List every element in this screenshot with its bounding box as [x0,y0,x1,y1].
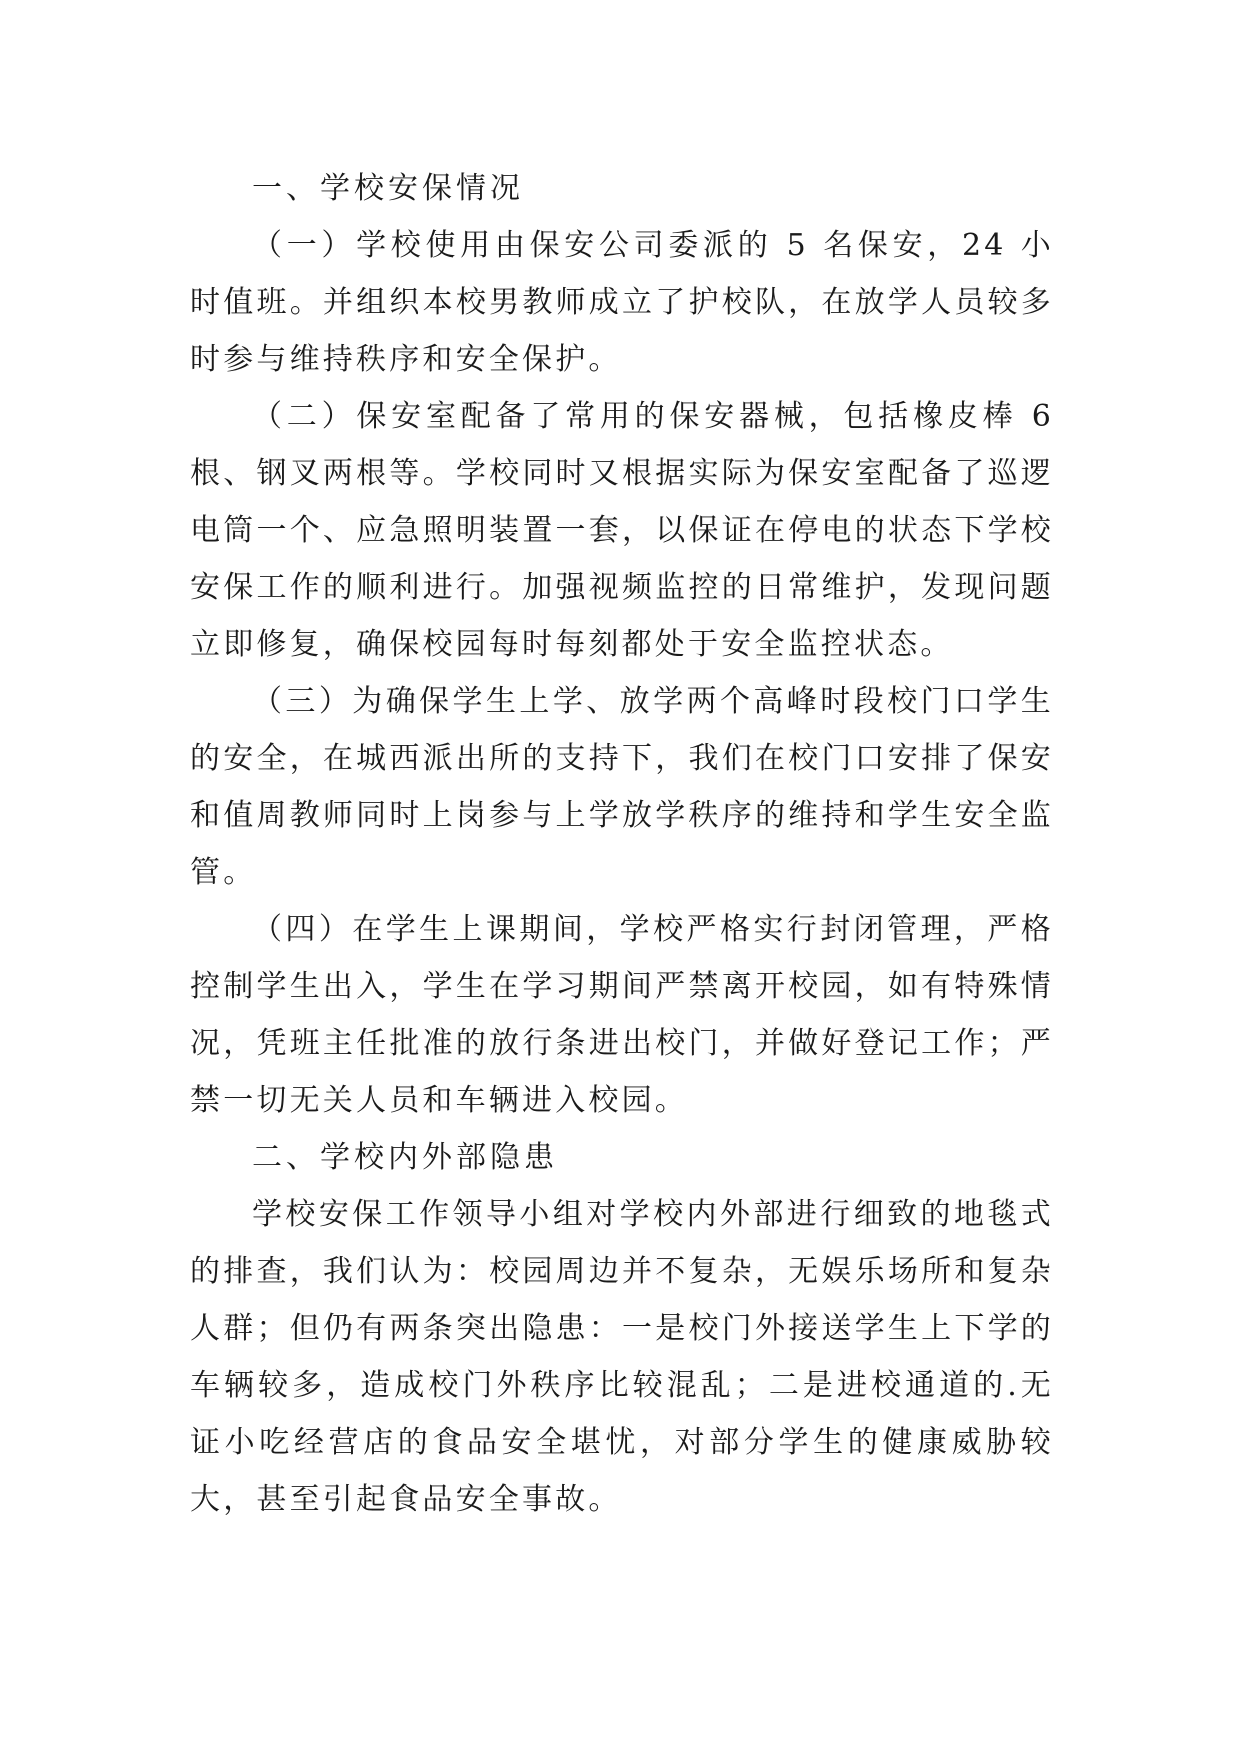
paragraph-closed-management: （四）在学生上课期间，学校严格实行封闭管理，严格控制学生出入，学生在学习期间严禁离开校园，如有特殊情况，凭班主任批准的放行条进出校门，并做好登记工作；严禁一切无关人员和车辆进入校园。 [190,912,1054,1118]
paragraph-gate-duty: （三）为确保学生上学、放学两个高峰时段校门口学生的安全，在城西派出所的支持下，我们在校门口安排了保安和值周教师同时上岗参与上学放学秩序的维持和学生安全监管。 [190,684,1054,890]
section-heading-security: 一、学校安保情况 [252,171,524,206]
paragraph-security-equipment: （二）保安室配备了常用的保安器械，包括橡皮棒 6 根、钢叉两根等。学校同时又根据实际为保安室配备了巡逻电筒一个、应急照明装置一套，以保证在停电的状态下学校安保工作的顺利进行。加强视频监控的日常维护，发现问题立即修复，确保校园每时每刻都处于安全监控状态。 [190,399,1054,662]
paragraph-security-guards: （一）学校使用由保安公司委派的 5 名保安，24 小时值班。并组织本校男教师成立了护校队，在放学人员较多时参与维持秩序和安全保护。 [190,228,1054,377]
paragraph-hazards: 学校安保工作领导小组对学校内外部进行细致的地毯式的排查，我们认为：校园周边并不复杂，无娱乐场所和复杂人群；但仍有两条突出隐患：一是校门外接送学生上下学的车辆较多，造成校门外秩序比较混乱；二是进校通道的.无证小吃经营店的食品安全堪忧，对部分学生的健康威胁较大，甚至引起食品安全事故。 [190,1197,1054,1517]
section-heading-hazards: 二、学校内外部隐患 [252,1140,558,1175]
document-body [190,160,1054,1528]
